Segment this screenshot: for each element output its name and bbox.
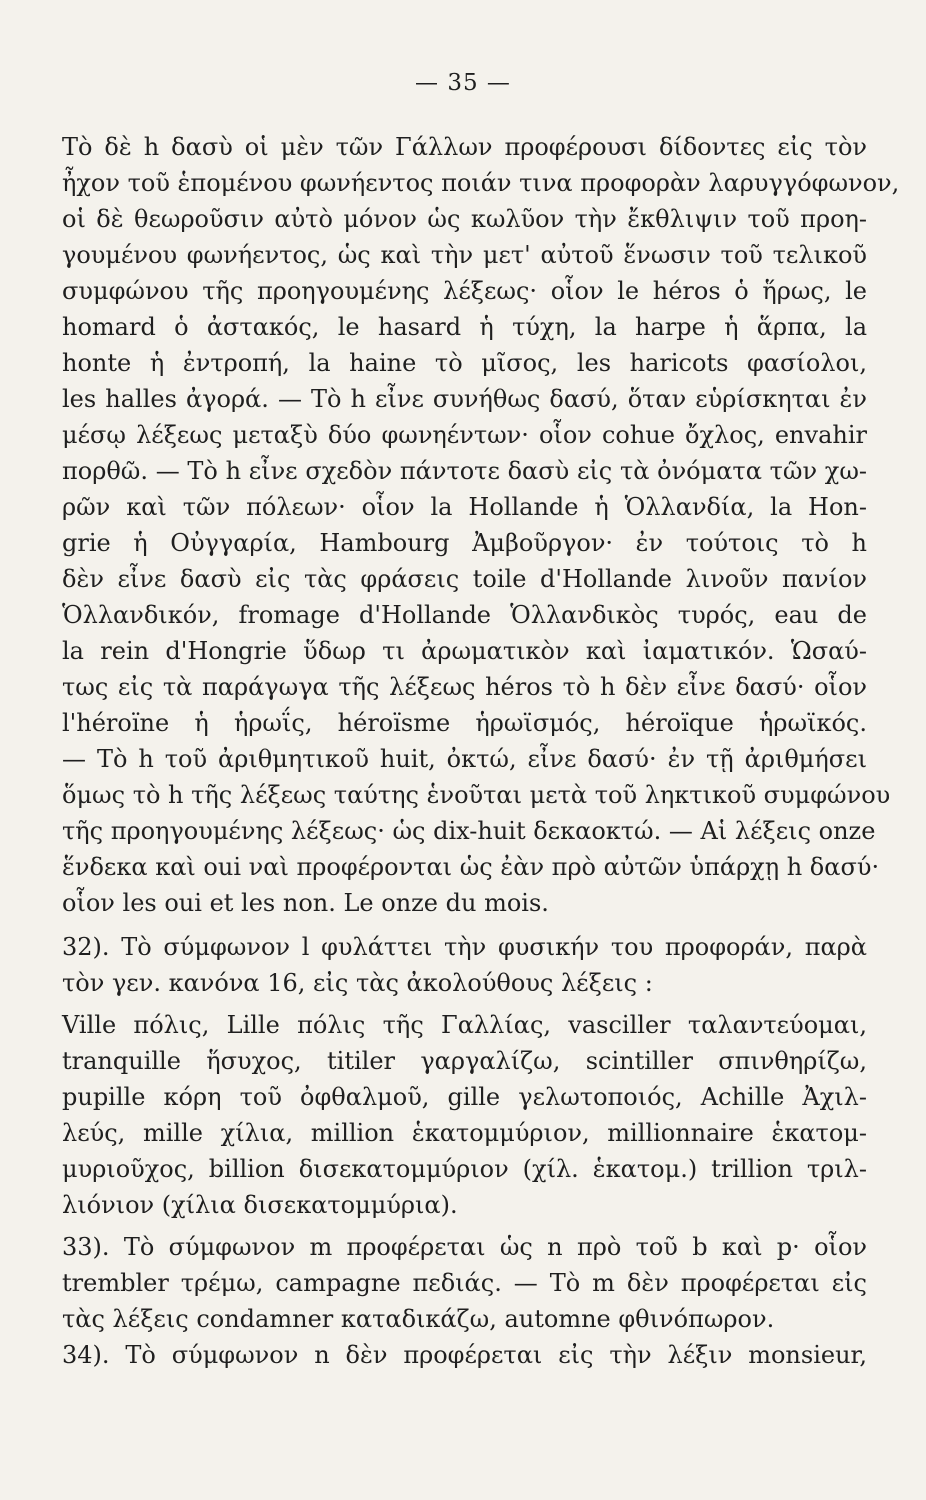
text-line-22: οἷον les oui et les non. Le onze du mois.: [62, 889, 549, 917]
text-line-23: 32). Τὸ σύμφωνον l φυλάττει τὴν φυσικήν του προφοράν, παρὰ: [62, 933, 867, 961]
page-number: — 35 —: [415, 70, 511, 96]
text-line-32: trembler τρέμω, campagne πεδιάς. — Τὸ m δὲν προφέρεται εἰς: [62, 1269, 867, 1297]
text-line-28: λεύς, mille χίλια, million ἑκατομμύριον, millionnaire ἑκατομ-: [62, 1119, 867, 1147]
text-line-14: Ὁλλανδικόν, fromage d'Hollande Ὁλλανδικὸς τυρός, eau de: [62, 601, 867, 629]
text-line-9: μέσῳ λέξεως μεταξὺ δύο φωνηέντων· οἷον cohue ὄχλος, envahir: [62, 421, 867, 449]
text-line-17: l'héroïne ἡ ἡρωΐς, héroïsme ἡρωϊσμός, héroïque ἡρωϊκός.: [62, 709, 867, 737]
text-line-1: Τὸ δὲ h δασὺ οἱ μὲν τῶν Γάλλων προφέρουσι δίδοντες εἰς τὸν: [62, 133, 867, 161]
text-line-2: ἦχον τοῦ ἑπομένου φωνήεντος ποιάν τινα προφορὰν λαρυγγόφωνον,: [62, 169, 900, 197]
text-line-34: 34). Τὸ σύμφωνον n δὲν προφέρεται εἰς τὴν λέξιν monsieur,: [62, 1341, 867, 1369]
text-line-7: honte ἡ ἐντροπή, la haine τὸ μῖσος, les haricots φασίολοι,: [62, 349, 867, 377]
text-line-8: les halles ἀγορά. — Τὸ h εἶνε συνήθως δασύ, ὅταν εὑρίσκηται ἐν: [62, 385, 867, 413]
text-line-30: λιόνιον (χίλια δισεκατομμύρια).: [62, 1191, 458, 1219]
text-line-5: συμφώνου τῆς προηγουμένης λέξεως· οἷον le héros ὁ ἥρως, le: [62, 277, 867, 305]
text-line-15: la rein d'Hongrie ὕδωρ τι ἀρωματικὸν καὶ ἰαματικόν. Ὡσαύ-: [62, 637, 867, 665]
text-line-6: homard ὁ ἀστακός, le hasard ἡ τύχη, la harpe ἡ ἅρπα, la: [62, 313, 867, 341]
text-line-16: τως εἰς τὰ παράγωγα τῆς λέξεως héros τὸ h δὲν εἶνε δασύ· οἷον: [62, 673, 867, 701]
text-line-21: ἕνδεκα καὶ oui ναὶ προφέρονται ὡς ἐὰν πρὸ αὐτῶν ὑπάρχῃ h δασύ·: [62, 853, 880, 881]
text-line-13: δὲν εἶνε δασὺ εἰς τὰς φράσεις toile d'Hollande λινοῦν πανίον: [62, 565, 867, 593]
text-line-25: Ville πόλις, Lille πόλις τῆς Γαλλίας, vasciller ταλαντεύομαι,: [62, 1011, 867, 1039]
text-line-19: ὅμως τὸ h τῆς λέξεως ταύτης ἑνοῦται μετὰ τοῦ ληκτικοῦ συμφώνου: [62, 781, 891, 809]
text-line-26: tranquille ἥσυχος, titiler γαργαλίζω, scintiller σπινθηρίζω,: [62, 1047, 867, 1075]
text-line-29: μυριοῦχος, billion δισεκατομμύριον (χίλ. ἑκατομ.) trillion τριλ-: [62, 1155, 867, 1183]
text-line-24: τὸν γεν. κανόνα 16, εἰς τὰς ἀκολούθους λέξεις :: [62, 969, 653, 997]
text-line-33: τὰς λέξεις condamner καταδικάζω, automne φθινόπωρον.: [62, 1305, 775, 1333]
text-line-31: 33). Τὸ σύμφωνον m προφέρεται ὡς n πρὸ τοῦ b καὶ p· οἷον: [62, 1233, 867, 1261]
text-line-18: — Τὸ h τοῦ ἀριθμητικοῦ huit, ὀκτώ, εἶνε δασύ· ἐν τῇ ἀριθμήσει: [62, 745, 867, 773]
text-line-11: ρῶν καὶ τῶν πόλεων· οἷον la Hollande ἡ Ὁλλανδία, la Hon-: [62, 493, 868, 521]
text-line-27: pupille κόρη τοῦ ὀφθαλμοῦ, gille γελωτοποιός, Achille Ἀχιλ-: [62, 1083, 867, 1111]
text-line-3: οἱ δὲ θεωροῦσιν αὐτὸ μόνον ὡς κωλῦον τὴν ἔκθλιψιν τοῦ προη-: [62, 205, 867, 233]
text-line-10: πορθῶ. — Τὸ h εἶνε σχεδὸν πάντοτε δασὺ εἰς τὰ ὀνόματα τῶν χω-: [62, 457, 867, 485]
text-line-20: τῆς προηγουμένης λέξεως· ὡς dix-huit δεκαοκτώ. — Αἱ λέξεις onze: [62, 817, 876, 845]
text-line-4: γουμένου φωνήεντος, ὡς καὶ τὴν μετ' αὐτοῦ ἕνωσιν τοῦ τελικοῦ: [62, 241, 867, 269]
text-line-12: grie ἡ Οὐγγαρία, Hambourg Ἀμβοῦργον· ἐν τούτοις τὸ h: [62, 529, 867, 557]
